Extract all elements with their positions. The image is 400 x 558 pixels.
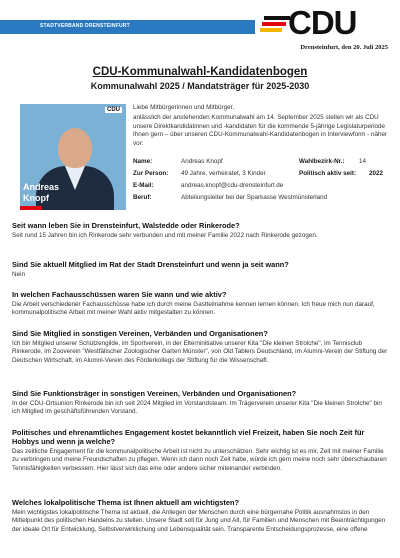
logo-text: CDU bbox=[288, 4, 357, 41]
qa-item bbox=[12, 389, 390, 417]
qa-item bbox=[12, 329, 390, 365]
info-row-email bbox=[133, 182, 391, 194]
photo-last-name: Knopf bbox=[23, 193, 49, 203]
name-label: Name: bbox=[133, 158, 153, 165]
qa-question: Welches lokalpolitische Thema ist Ihnen aktuell am wichtigsten? bbox=[12, 498, 239, 507]
qa-question: Sind Sie Funktionsträger in sonstigen Vereinen, Verbänden und Organisationen? bbox=[12, 389, 297, 398]
candidate-photo bbox=[20, 104, 126, 210]
qa-question: In welchen Fachausschüssen waren Sie wann und wie aktiv? bbox=[12, 290, 227, 299]
job-label: Beruf: bbox=[133, 194, 152, 201]
qa-answer: In der CDU-Ortsunion Rinkerode bin ich seit 2024 Mitglied im Vorstandsteam. Im Trägerverein unserer Kita "Die kleinen Strolche" bin ich Mitglied im geschäftsführenden Vorstand. bbox=[12, 400, 382, 416]
qa-answer: Seit rund 15 Jahren bin ich Rinkerode sehr verbunden und mit meiner Familie 2022 nach Rinkerode gezogen. bbox=[12, 232, 318, 239]
info-row-person bbox=[133, 170, 391, 182]
person-label: Zur Person: bbox=[133, 170, 169, 177]
district-label: Wahlbezirk-Nr.: bbox=[299, 158, 345, 165]
dateline: Drensteinfurt, den 20. Juli 2025 bbox=[300, 44, 388, 51]
intro-body: anlässlich der anstehenden Kommunalwahl am 14. September 2025 stellen wir als CDU unsere Direktkandidatinnen und -kandidaten für die kommende 5-jährige Legislaturperiode Ihnen gern – über unseren CDU-Kommunalwahl-Kandidatenbogen in Interviewform - näher vor: bbox=[133, 114, 388, 147]
qa-item bbox=[12, 290, 390, 318]
header-band bbox=[0, 20, 255, 34]
photo-red-accent bbox=[20, 206, 42, 210]
email-value[interactable]: andreas.knopf@cdu-drensteinfurt.de bbox=[181, 182, 284, 189]
qa-item bbox=[12, 260, 390, 279]
page-subtitle: Kommunalwahl 2025 / Mandatsträger für 2025-2030 bbox=[90, 81, 310, 91]
qa-question: Sind Sie aktuell Mitglied im Rat der Stadt Drensteinfurt und wenn ja seit wann? bbox=[12, 260, 289, 269]
info-row-job bbox=[133, 194, 391, 206]
active-value: 2022 bbox=[369, 170, 384, 177]
qa-item bbox=[12, 221, 390, 240]
district-value: 14 bbox=[359, 158, 367, 165]
qa-answer: Mein wichtigstes lokalpolitische Thema ist aktuell, die Anliegen der Menschen durch eine bürgernahe Politik ausnahmslos in den Mittelpunkt des politischen Handelns zu stellen. Unsere Stadt soll für Jung und Alt, für Familien und Menschen mit Beeinträchtigungen der ideale Ort für Entwicklung, Selbstverwirklichung und Lebensqualität sein. Transparente Entscheidungsprozesse, eine offene bbox=[12, 509, 386, 533]
intro-text bbox=[133, 104, 391, 150]
photo-logo: CDU bbox=[107, 107, 120, 113]
qa-question: Sind Sie Mitglied in sonstigen Vereinen, Verbänden und Organisationen? bbox=[12, 329, 268, 338]
page-header bbox=[0, 0, 400, 42]
active-label: Politisch aktiv seit: bbox=[299, 170, 357, 177]
person-value: 49 Jahre, verheiratet, 3 Kinder bbox=[181, 170, 266, 177]
qa-answer: Das zeitliche Engagement für die kommunalpolitische Arbeit ist nicht zu unterschätzen. Sehr wichtig ist es mir, Zeit mit meiner Familie zu verbringen und meine Freundschaften zu pflegen. Wenn ich dann noch Zeit habe, würde ich gern meine noch sehr überschaubaren Tennisfähigkeiten verbessern. Hier lässt sich das eine oder andere sicher miteinander verbinden. bbox=[12, 448, 387, 472]
header-band-text: STADTVERBAND DRENSTEINFURT bbox=[40, 23, 130, 29]
photo-figure-head bbox=[58, 128, 92, 168]
name-value: Andreas Knopf bbox=[181, 158, 223, 165]
qa-item bbox=[12, 428, 390, 473]
qa-answer: Die Arbeit verschiedener Fachausschüsse habe ich durch meine Gastteilnahme kennen lernen können. Ich freue mich nun darauf, kommunalpolitische Arbeit mit meiner Wahl aktiv mitgestalten zu können. bbox=[12, 301, 375, 317]
qa-answer: Nein bbox=[12, 271, 25, 278]
qa-answer: Ich bin Mitglied unserer Schützengilde, im Sportverein, in der Elterninitiative unserer Kita "Die kleinen Strolche", im Tennisclub Rinkerode, im Zooverein "Westfälischer Zoologischer Garten Münster", von Old Tablers Deutschland, im Alumni-Verein der Stiftung der Deutschen Wirtschaft, im Alumni-Verein des Förderkollegs der Stiftung für die Wissenschaft. bbox=[12, 340, 388, 364]
qa-question: Politisches und ehrenamtliches Engagement kostet bekanntlich viel Freizeit, haben Sie noch Zeit für Hobbys und wenn ja welche? bbox=[12, 428, 365, 446]
intro-greeting: Liebe Mitbürgerinnen und Mitbürger, bbox=[133, 104, 235, 111]
cdu-logo bbox=[260, 6, 385, 40]
info-row-name bbox=[133, 158, 391, 170]
page-title: CDU-Kommunalwahl-Kandidatenbogen bbox=[92, 66, 308, 78]
qa-question: Seit wann leben Sie in Drensteinfurt, Walstedde oder Rinkerode? bbox=[12, 221, 240, 230]
qa-item bbox=[12, 498, 390, 534]
job-value: Abteilungsleiter bei der Sparkasse Westmünsterland bbox=[181, 194, 328, 201]
photo-first-name: Andreas bbox=[23, 182, 60, 192]
email-label: E-Mail: bbox=[133, 182, 154, 189]
